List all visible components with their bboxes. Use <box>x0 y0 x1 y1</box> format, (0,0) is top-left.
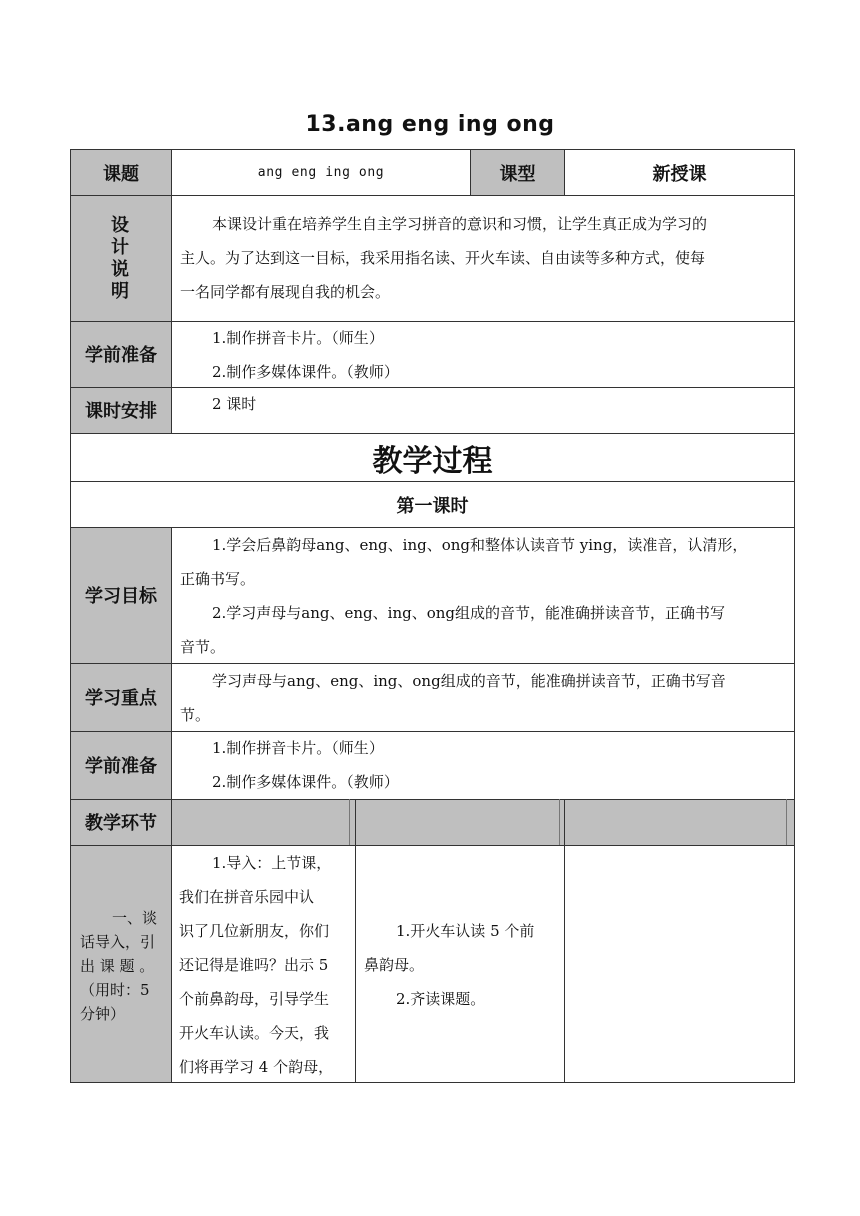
stage1-label-line: 分钟） <box>80 1005 126 1023</box>
design-label-char: 计 <box>111 237 129 258</box>
topic-value: ang eng ing ong <box>257 165 385 180</box>
student-activity-line: 1.开火车认读 5 个前 <box>396 922 535 940</box>
prep-item: 1.制作拼音卡片。（师生） <box>212 329 384 347</box>
prep-label: 学前准备 <box>85 345 157 366</box>
page-title: 13.ang eng ing ong <box>305 112 555 137</box>
design-text-line: 本课设计重在培养学生自主学习拼音的意识和习惯，让学生真正成为学习的 <box>212 215 708 233</box>
teacher-activity-line: 开火车认读。今天，我 <box>179 1024 330 1042</box>
stage1-label-line: 出 课 题 。 <box>80 957 155 975</box>
type-label: 课型 <box>499 163 536 185</box>
hours-value: 2 课时 <box>212 395 257 413</box>
goal-line: 1.学会后鼻韵母ang、eng、ing、ong和整体认读音节 ying，读准音，认清形， <box>212 536 748 554</box>
student-activity-line: 鼻韵母。 <box>364 956 425 974</box>
focus-line: 节。 <box>180 706 211 724</box>
stage1-label-line: 一、谈 <box>112 909 158 927</box>
focus-label: 学习重点 <box>85 688 157 709</box>
design-label-char: 明 <box>111 281 129 302</box>
teacher-activity-line: 识了几位新朋友，你们 <box>179 922 330 940</box>
design-text-line: 主人。为了达到这一目标，我采用指名读、开火车读、自由读等多种方式，使每 <box>180 249 706 267</box>
prep2-label: 学前准备 <box>85 756 157 777</box>
design-text-line: 一名同学都有展现自我的机会。 <box>180 283 391 301</box>
teacher-activity-line: 还记得是谁吗？出示 5 <box>179 956 329 974</box>
stage-label: 教学环节 <box>85 813 157 834</box>
prep-item: 2.制作多媒体课件。（教师） <box>212 363 399 381</box>
teacher-activity-line: 个前鼻韵母，引导学生 <box>179 990 330 1008</box>
prep2-item: 2.制作多媒体课件。（教师） <box>212 773 399 791</box>
goal-line: 正确书写。 <box>180 570 256 588</box>
type-value: 新授课 <box>652 163 707 185</box>
stage1-label-line: 话导入，引 <box>80 933 156 951</box>
hours-label: 课时安排 <box>85 401 157 422</box>
goal-line: 2.学习声母与ang、eng、ing、ong组成的音节，能准确拼读音节，正确书写 <box>212 604 726 622</box>
teacher-activity-line: 我们在拼音乐园中认 <box>179 888 315 906</box>
stage1-label-line: （用时：5 <box>80 981 150 999</box>
teacher-activity-line: 1.导入：上节课， <box>212 854 332 872</box>
goal-line: 音节。 <box>180 638 226 656</box>
teacher-activity-line: 们将再学习 4 个韵母， <box>179 1058 334 1076</box>
prep2-item: 1.制作拼音卡片。（师生） <box>212 739 384 757</box>
design-label-char: 说 <box>111 259 129 280</box>
student-activity-line: 2.齐读课题。 <box>396 990 486 1008</box>
focus-line: 学习声母与ang、eng、ing、ong组成的音节，能准确拼读音节，正确书写音 <box>212 672 726 690</box>
goal-label: 学习目标 <box>85 586 157 607</box>
process-heading: 教学过程 <box>372 443 493 479</box>
design-label-char: 设 <box>111 215 129 236</box>
lesson1-heading: 第一课时 <box>396 495 469 517</box>
topic-label: 课题 <box>103 163 139 185</box>
